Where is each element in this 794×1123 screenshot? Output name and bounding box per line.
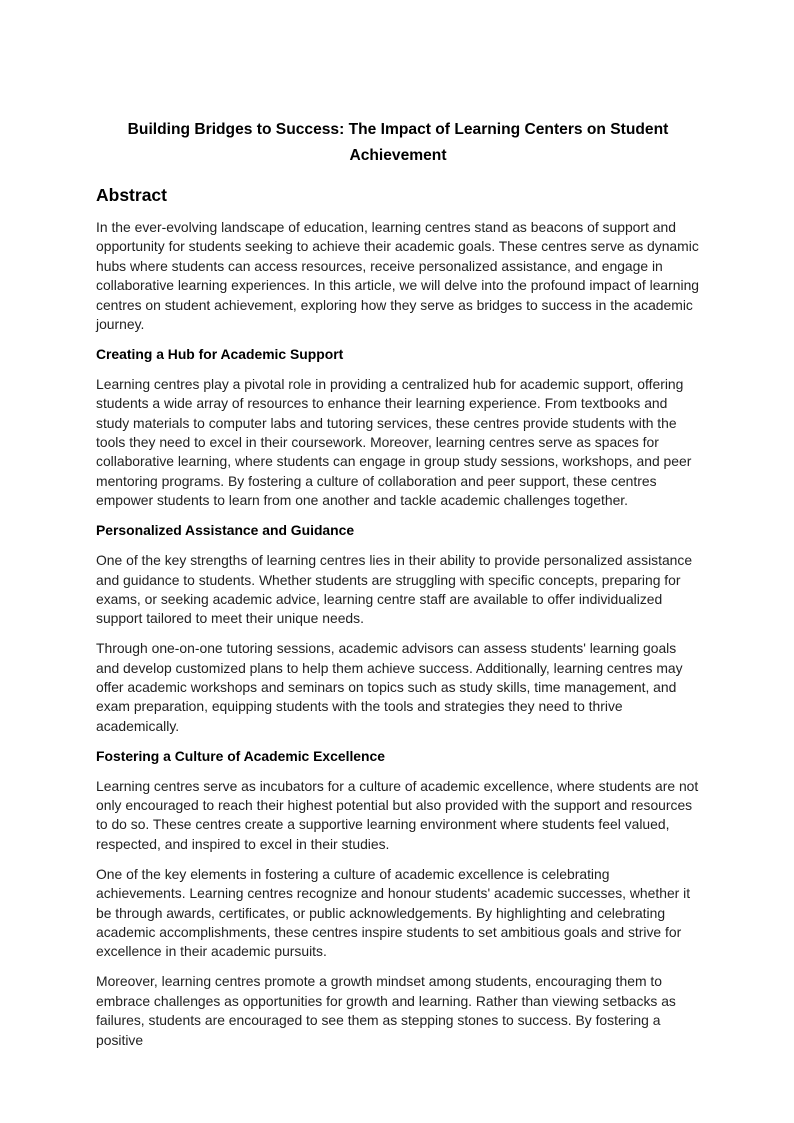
paragraph: Learning centres play a pivotal role in providing a centralized hub for academic support, offering students a wide array of resources to enhance their learning experience. From textbooks and study materials to computer labs and tutoring services, these centres provide students with the tools they need to excel in their coursework. Moreover, learning centres serve as spaces for collaborative learning, where students can engage in group study sessions, workshops, and peer mentoring programs. By fostering a culture of collaboration and peer support, these centres empower students to learn from one another and tackle academic challenges together. xyxy=(96,375,692,509)
paragraph: One of the key elements in fostering a culture of academic excellence is celebrating achievements. Learning centres recognize and honour students' academic successes, whether it be through awards, certificates, or public acknowledgements. By highlighting and celebrating academic accomplishments, these centres inspire students to set ambitious goals and strive for excellence in their academic pursuits. xyxy=(96,865,691,960)
paragraph: Moreover, learning centres promote a growth mindset among students, encouraging them to embrace challenges as opportunities for growth and learning. Rather than viewing setbacks as failures, students are encouraged to see them as stepping stones to success. By fostering a positive xyxy=(96,973,676,1048)
paragraph: In the ever-evolving landscape of education, learning centres stand as beacons of support and opportunity for students seeking to achieve their academic goals. These centres serve as dynamic hubs where students can access resources, receive personalized assistance, and engage in collaborative learning experiences. In this article, we will delve into the profound impact of learning centres on student achievement, exploring how they serve as bridges to success in the academic journey. xyxy=(96,219,700,333)
section-heading: Fostering a Culture of Academic Excellence xyxy=(96,747,385,764)
paragraph: One of the key strengths of learning centres lies in their ability to provide personalized assistance and guidance to students. Whether students are struggling with specific concepts, preparing for exams, or seeking academic advice, learning centre staff are available to offer individualized support tailored to meet their unique needs. xyxy=(96,552,693,627)
paragraph: Through one-on-one tutoring sessions, academic advisors can assess students' learning goals and develop customized plans to help them achieve success. Additionally, learning centres may offer academic workshops and seminars on topics such as study skills, time management, and exam preparation, equipping students with the tools and strategies they need to thrive academically. xyxy=(96,640,683,734)
section-heading: Creating a Hub for Academic Support xyxy=(96,345,344,362)
document-title: Building Bridges to Success: The Impact of Learning Centers on Student Achievement xyxy=(127,121,669,164)
section-heading: Personalized Assistance and Guidance xyxy=(96,522,355,539)
paragraph: Learning centres serve as incubators for a culture of academic excellence, where students are not only encouraged to reach their highest potential but also provided with the support and resources to do so. These centres create a supportive learning environment where students feel valued, respected, and inspired to excel in their studies. xyxy=(96,777,699,852)
document-body xyxy=(96,184,700,1050)
section-heading: Abstract xyxy=(96,185,167,205)
